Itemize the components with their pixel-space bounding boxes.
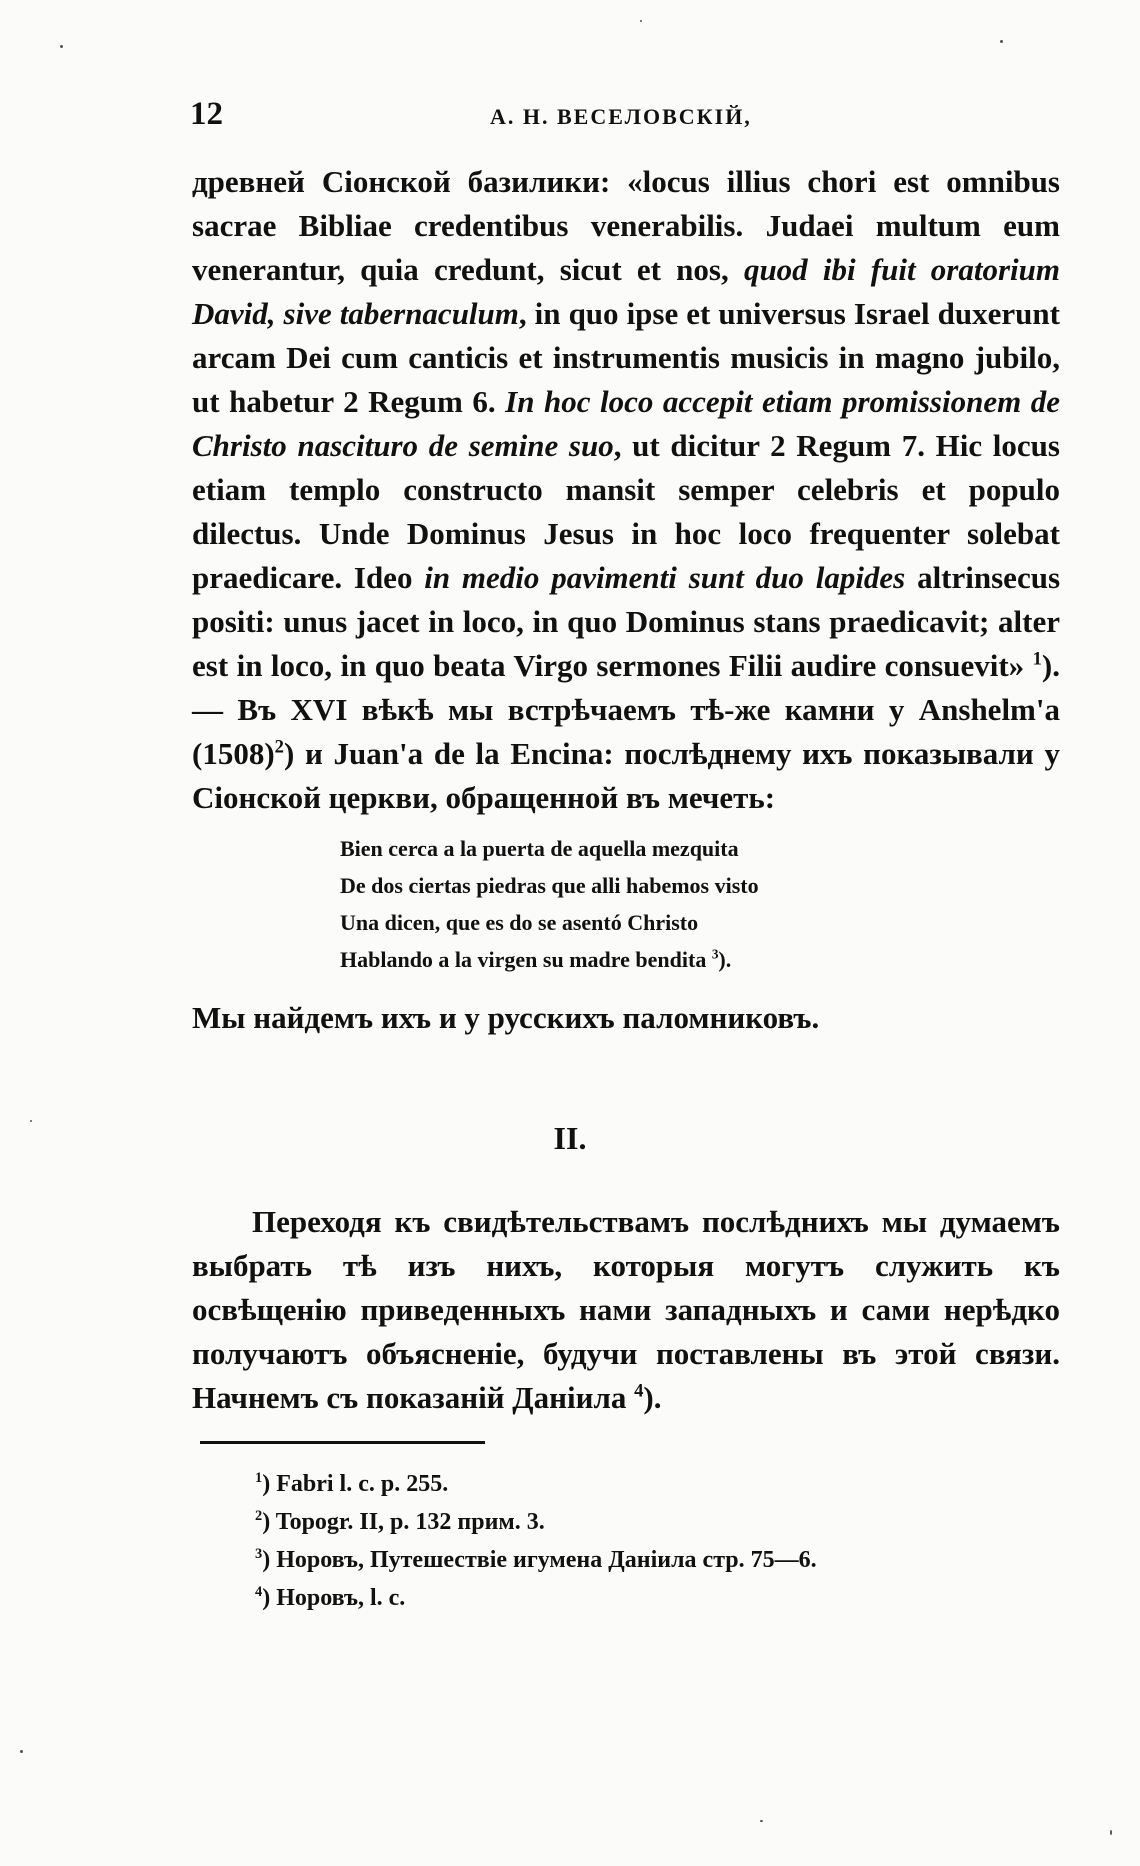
section-text: Переходя къ свидѣтельствамъ послѣднихъ мы думаемъ выбрать тѣ изъ нихъ, которыя могутъ служить къ освѣщенію приведенныхъ нами западныхъ и сами нерѣдко получаютъ объясненіе, будучи поставлены въ этой связи. Начнемъ съ показаній Даніила	[192, 1204, 1060, 1415]
section-paragraph	[192, 1200, 1060, 1420]
footnote-text: ) Норовъ, Путешествіе игумена Даніила стр. 75—6.	[262, 1547, 817, 1573]
print-speck	[1110, 1830, 1112, 1835]
print-speck	[30, 1120, 32, 1122]
text-run: , in quo ipse et universus Israel duxerunt arcam Dei cum canticis et instrumentis musicis in magno jubilo, ut habetur 2 Regum 6.	[192, 296, 1060, 419]
print-speck	[1000, 40, 1003, 43]
page-header	[190, 96, 1070, 136]
verse-line-text: De dos ciertas piedras que alli habemos visto	[340, 873, 759, 898]
italic-phrase: quod ibi fuit oratorium David, sive tabernaculum	[192, 252, 1060, 331]
print-speck	[760, 1820, 763, 1822]
footnotes	[255, 1465, 1015, 1617]
footnote-text: ) Fabri l. c. p. 255.	[262, 1471, 449, 1497]
verse-line	[340, 904, 980, 941]
footnote-text: ) Topogr. II, p. 132 прим. 3.	[262, 1509, 545, 1535]
print-speck	[60, 45, 63, 48]
text-run: altrinsecus positi: unus jacet in loco, in quo Dominus stans praedicavit; alter est in loco, in quo beata Virgo sermones Filii audire consuevit»	[192, 560, 1061, 683]
print-speck	[20, 1750, 23, 1753]
footnote-marker: 2	[255, 1508, 263, 1524]
text-run: древней Сіонской базилики: «locus illius chori est omnibus sacrae Bibliae credentibus venerabilis. Judaei multum eum venerantur, quia credunt, sicut et nos,	[192, 164, 1060, 287]
verse-line	[340, 867, 980, 904]
verse-line-text: Bien cerca a la puerta de aquella mezquita	[340, 836, 739, 861]
footnote-marker: 1	[255, 1470, 263, 1486]
main-paragraph	[192, 160, 1060, 820]
footnote-ref: 2	[274, 736, 284, 758]
footnote-ref-3: 3	[711, 946, 719, 962]
spanish-verse	[340, 830, 980, 978]
footnote-ref-close: ).	[718, 947, 732, 972]
latin-quotation-paragraph	[192, 160, 1060, 820]
section-heading: II.	[553, 1120, 587, 1156]
text-run: , ut dicitur 2 Regum 7. Hic locus etiam templo constructo mansit semper celebris et populo dilectus. Unde Dominus Jesus in hoc loco frequenter solebat praedicare. Ideo	[192, 428, 1060, 595]
verse-line-text: Una dicen, que es do se asentó Christo	[340, 910, 699, 935]
footnote-marker: 3	[255, 1546, 263, 1562]
italic-phrase: in medio pavimenti sunt duo lapides	[424, 560, 906, 595]
footnote-ref: 1	[1032, 648, 1042, 670]
print-speck	[640, 20, 642, 22]
footnote	[255, 1541, 1015, 1579]
italic-phrase: In hoc loco accepit etiam promissionem de Christo nasciturо de semine suo	[192, 384, 1060, 463]
running-head: А. Н. ВЕСЕЛОВСКІЙ,	[490, 104, 752, 129]
footnote	[255, 1465, 1015, 1503]
text-run: ) и Juan'a de la Encina: послѣднему ихъ показывали у Сіонской церкви, обращенной въ мечеть:	[192, 736, 1060, 815]
footnote-ref-close: ).	[643, 1380, 662, 1415]
footnote-ref-4: 4	[634, 1380, 644, 1402]
footnote	[255, 1579, 1015, 1617]
closing-sentence: Мы найдемъ ихъ и у русскихъ паломниковъ.	[192, 1000, 820, 1035]
footnote-text: ) Норовъ, l. c.	[262, 1585, 406, 1611]
footnote-marker: 4	[255, 1584, 263, 1600]
text-run: ). — Въ XVI вѣкѣ мы встрѣчаемъ тѣ-же камни у Anshelm'a (1508)	[192, 648, 1060, 771]
verse-line-text: Hablando a la virgen su madre bendita	[340, 947, 707, 972]
page-number: 12	[190, 96, 223, 132]
verse-line	[340, 830, 980, 867]
footnote-rule	[200, 1441, 485, 1444]
footnote	[255, 1503, 1015, 1541]
verse-line	[340, 941, 980, 978]
